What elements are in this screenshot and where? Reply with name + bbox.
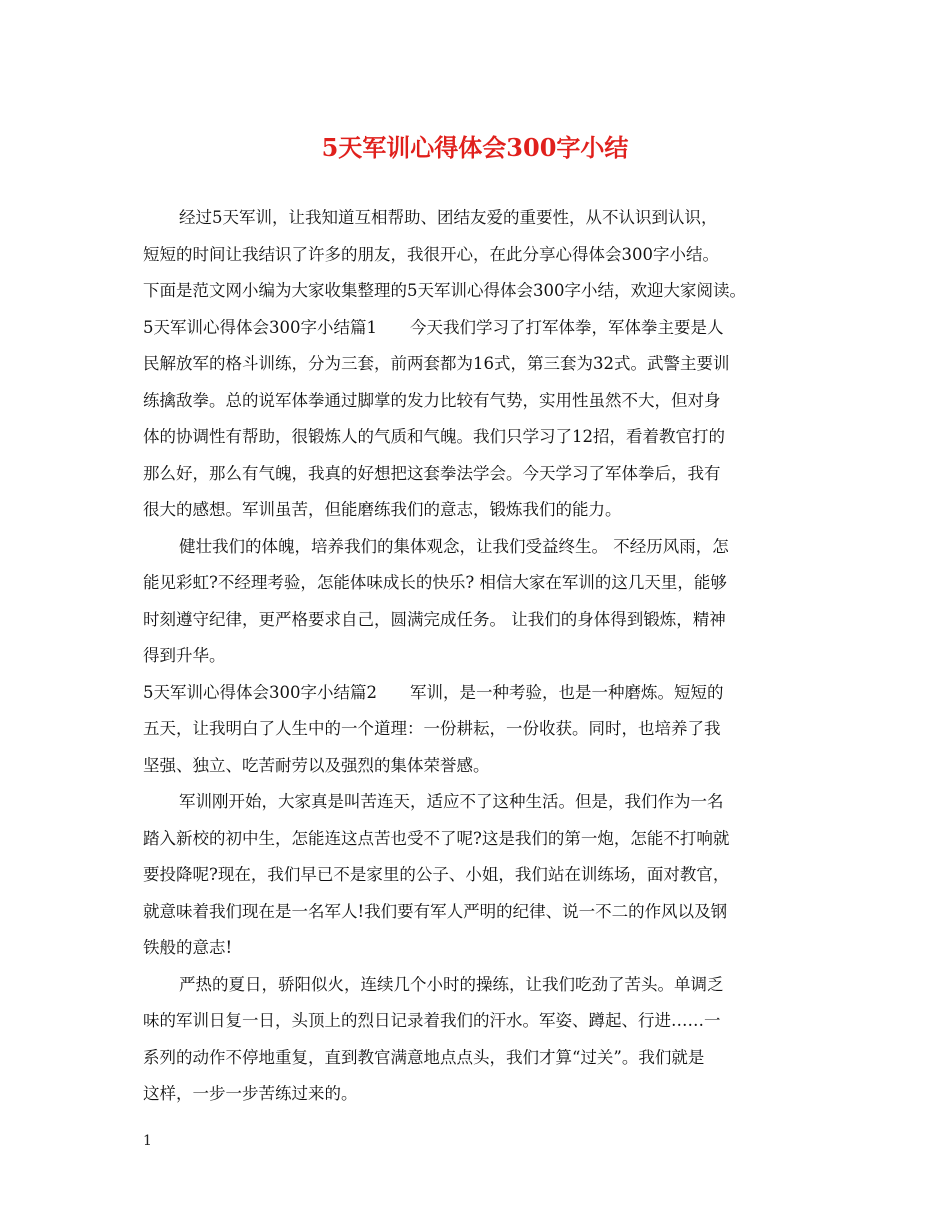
text-line: 5天军训心得体会300字小结篇1 今天我们学习了打军体拳，军体拳主要是人 <box>143 317 724 337</box>
text-line: 踏入新校的初中生，怎能连这点苦也受不了呢?这是我们的第一炮，怎能不打响就 <box>143 828 730 848</box>
text-line: 这样，一步一步苦练过来的。 <box>143 1084 358 1103</box>
text-line: 很大的感想。军训虽苦，但能磨练我们的意志，锻炼我们的能力。 <box>143 500 622 519</box>
text-line: 得到升华。 <box>143 646 226 665</box>
document-body <box>143 200 828 1113</box>
text-line: 短短的时间让我结识了许多的朋友，我很开心，在此分享心得体会300字小结。 <box>143 244 719 264</box>
text-line: 要投降呢?现在，我们早已不是家里的公子、小姐，我们站在训练场，面对教官， <box>143 865 730 884</box>
text-line: 铁般的意志! <box>143 938 233 957</box>
text-line: 坚强、独立、吃苦耐劳以及强烈的集体荣誉感。 <box>143 755 490 775</box>
text-line: 军训刚开始，大家真是叫苦连天，适应不了这种生活。但是，我们作为一名 <box>179 792 724 811</box>
text-line: 那么好，那么有气魄，我真的好想把这套拳法学会。今天学习了军体拳后，我有 <box>143 463 721 483</box>
text-line: 下面是范文网小编为大家收集整理的5天军训心得体会300字小结，欢迎大家阅读。 <box>143 281 746 300</box>
text-line: 就意味着我们现在是一名军人!我们要有军人严明的纪律、说一不二的作风以及钢 <box>143 901 728 921</box>
text-line: 体的协调性有帮助，很锻炼人的气质和气魄。我们只学习了12招，看着教官打的 <box>143 427 725 446</box>
text-line: 时刻遵守纪律，更严格要求自己，圆满完成任务。 让我们的身体得到锻炼，精神 <box>143 609 726 629</box>
text-line: 能见彩虹?不经理考验，怎能体味成长的快乐? 相信大家在军训的这几天里，能够 <box>143 573 727 592</box>
text-line: 五天，让我明白了人生中的一个道理：一份耕耘，一份收获。同时，也培养了我 <box>143 719 721 738</box>
text-line: 5天军训心得体会300字小结篇2 军训，是一种考验，也是一种磨炼。短短的 <box>143 682 724 702</box>
text-line: 系列的动作不停地重复，直到教官满意地点点头，我们才算“过关”。我们就是 <box>143 1047 705 1067</box>
text-line: 味的军训日复一日，头顶上的烈日记录着我们的汗水。军姿、蹲起、行进……一 <box>143 1011 721 1030</box>
text-line: 练擒敌拳。总的说军体拳通过脚掌的发力比较有气势，实用性虽然不大，但对身 <box>143 390 721 410</box>
document-title: 5天军训心得体会300字小结 <box>321 133 629 162</box>
text-line: 民解放军的格斗训练，分为三套，前两套都为16式，第三套为32式。武警主要训 <box>143 354 730 373</box>
text-line: 严热的夏日，骄阳似火，连续几个小时的操练，让我们吃劲了苦头。单调乏 <box>179 974 724 994</box>
page-number: 1 <box>143 1133 152 1149</box>
text-line: 健壮我们的体魄，培养我们的集体观念，让我们受益终生。 不经历风雨，怎 <box>179 536 729 556</box>
text-line: 经过5天军训，让我知道互相帮助、团结友爱的重要性，从不认识到认识， <box>179 208 718 227</box>
